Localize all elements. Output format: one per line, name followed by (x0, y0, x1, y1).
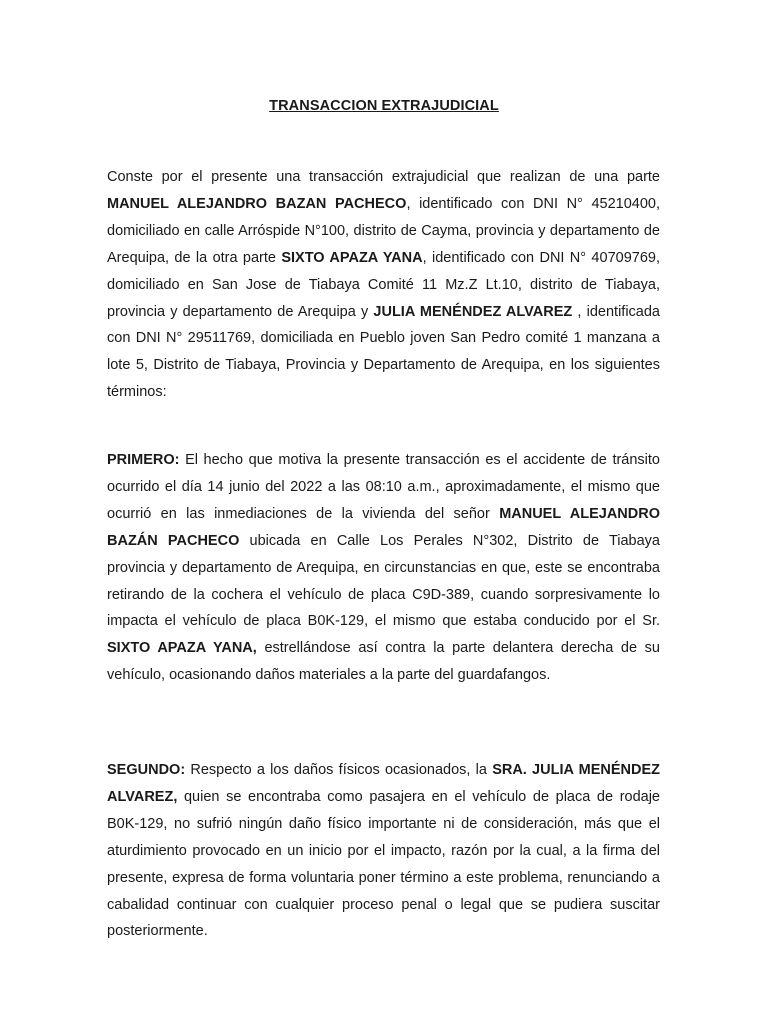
clause-segundo-text-2: quien se encontraba como pasajera en el vehículo de placa de rodaje B0K-129, no sufrió ningún daño físico importante ni de consideración, más que el aturdimiento provocado en un inicio por el impacto, razón por la cual, a la firma del presente, expresa de forma voluntaria poner término a este problema, renunciando a cabalidad continuar con cualquier proceso penal o legal que se pudiera suscitar posteriormente. (107, 788, 660, 940)
intro-text-4: , identificada con DNI N° 29511769, domiciliada en Pueblo joven San Pedro comité 1 manzana a lote 5, Distrito de Tiabaya, Provincia y Departamento de Arequipa, en los siguientes términos: (107, 303, 660, 401)
clause-primero-text-1: El hecho que motiva la presente transacción es el accidente de tránsito ocurrido el día 14 junio del 2022 a las 08:10 a.m., aproximadamente, el mismo que ocurrió en las inmediaciones de la vivienda del señor (107, 452, 660, 522)
clause-primero-text-2: ubicada en Calle Los Perales N°302, Distrito de Tiabaya provincia y departamento de Arequipa, en circunstancias en que, este se encontraba retirando de la cochera el vehículo de placa C9D-389, cuando sorpresivamente lo impacta el vehículo de placa B0K-129, el mismo que estaba conducido por el Sr. (107, 532, 660, 630)
intro-paragraph (107, 164, 660, 406)
intro-text-2: , identificado con DNI N° 45210400, domiciliado en calle Arróspide N°100, distrito de Cayma, provincia y departamento de Arequipa, de la otra parte (107, 195, 660, 266)
intro-text-3: , identificado con DNI N° 40709769, domiciliado en San Jose de Tiabaya Comité 11 Mz.Z Lt.10, distrito de Tiabaya, provincia y departamento de Arequipa y (107, 249, 660, 320)
intro-text-1: Conste por el presente una transacción extrajudicial que realizan de una parte (107, 169, 660, 185)
clause-segundo-text-1: Respecto a los daños físicos ocasionados, la (185, 762, 493, 778)
clause-primero-name-manuel: MANUEL ALEJANDRO BAZÁN PACHECO (107, 505, 661, 549)
document-title: TRANSACCION EXTRAJUDICIAL (269, 98, 499, 114)
clause-segundo-name-julia: SRA. JULIA MENÉNDEZ ALVAREZ, (107, 762, 661, 805)
party-name-julia: JULIA MENÉNDEZ ALVAREZ (373, 303, 573, 320)
party-name-sixto: SIXTO APAZA YANA (281, 249, 423, 266)
clause-primero-name-sixto: SIXTO APAZA YANA, (107, 640, 257, 657)
clause-primero-heading: PRIMERO: (107, 452, 180, 468)
clause-segundo-heading: SEGUNDO: (107, 762, 186, 778)
party-name-manuel: MANUEL ALEJANDRO BAZAN PACHECO (107, 195, 407, 212)
clause-segundo (107, 757, 660, 945)
clause-primero (107, 447, 660, 689)
clause-primero-text-3: estrellándose así contra la parte delantera derecha de su vehículo, ocasionando daños materiales a la parte del guardafangos. (107, 640, 660, 684)
